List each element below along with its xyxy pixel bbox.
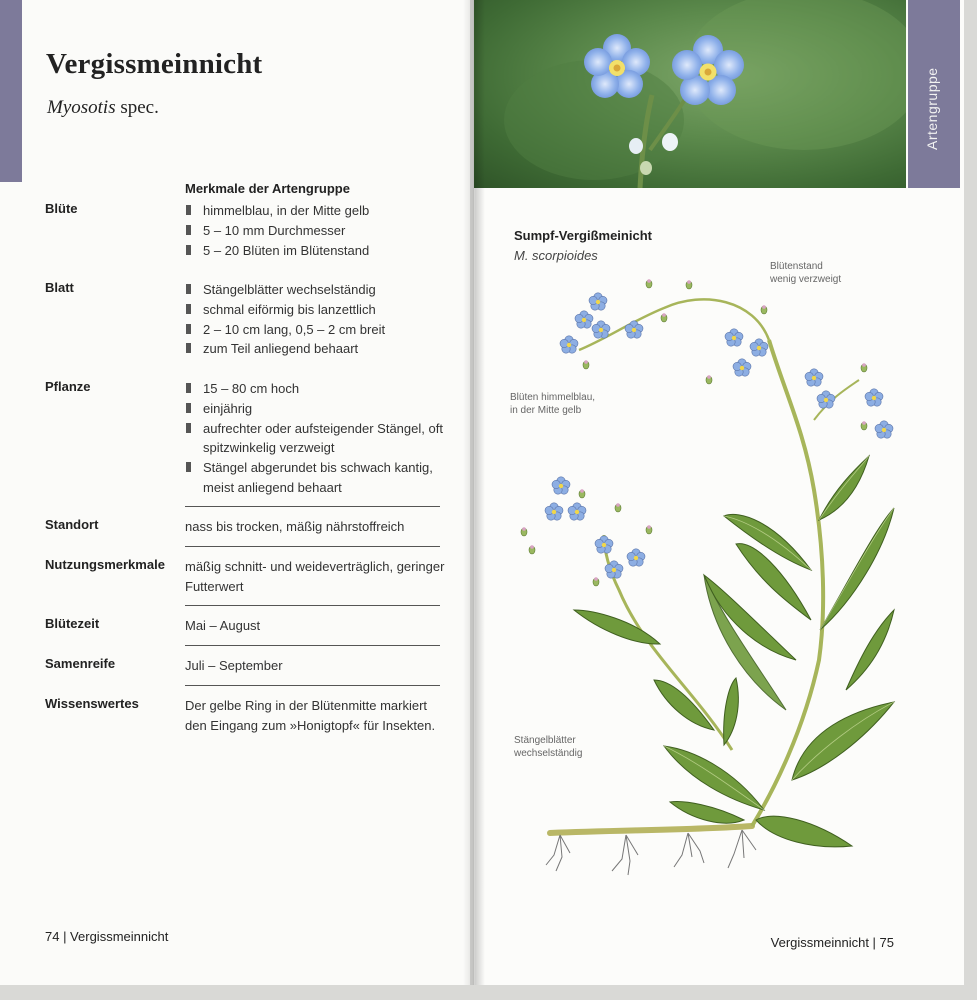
list-item: Stängelblätter wechselständig — [185, 280, 445, 300]
flower-photo — [474, 0, 906, 188]
group-heading: Merkmale der Artengruppe — [185, 181, 350, 196]
list-item: 2 – 10 cm lang, 0,5 – 2 cm breit — [185, 320, 445, 340]
row-label: Samenreife — [45, 656, 116, 671]
photo-art — [474, 0, 906, 188]
inflorescence-right — [805, 363, 893, 438]
row-value: nass bis trocken, mäßig nährstoffreich — [185, 519, 405, 534]
annotation-line: Blüten himmelblau, — [510, 392, 596, 403]
row-label: Standort — [45, 517, 99, 532]
annotation-line: wenig verzweigt — [770, 274, 842, 285]
annotation-line: in der Mitte gelb — [510, 405, 582, 416]
divider — [185, 605, 440, 606]
left-page — [0, 0, 470, 985]
row-label: Pflanze — [45, 379, 91, 394]
section-tab-right — [908, 0, 960, 188]
row-value: Mai – August — [185, 618, 261, 633]
divider — [185, 506, 440, 507]
divider — [185, 546, 440, 547]
illustration-subtitle: M. scorpioides — [514, 248, 598, 263]
list-item: himmelblau, in der Mitte gelb — [185, 201, 445, 221]
annotation-line: Blütenstand — [770, 261, 823, 272]
row-label: Blatt — [45, 280, 74, 295]
list-item: Stängel abgerundet bis schwach kantig, meist anliegend behaart — [185, 458, 445, 498]
list-item: 5 – 10 mm Durchmesser — [185, 221, 445, 241]
inflorescence-top — [560, 279, 768, 384]
page-number-right: Vergissmeinnicht | 75 — [770, 935, 894, 950]
book-gutter — [463, 0, 485, 985]
divider — [185, 685, 440, 686]
row-label: Wissenswertes — [45, 696, 139, 711]
list-item: 15 – 80 cm hoch — [185, 379, 445, 399]
section-tab-label: Artengruppe — [924, 67, 940, 150]
list-item: aufrechter oder aufsteigender Stängel, oft spitzwinkelig verzweigt — [185, 419, 445, 459]
scientific-name-suffix: spec. — [115, 97, 159, 118]
inflorescence-left — [521, 477, 652, 586]
row-value: mäßig schnitt- und weideverträglich, geringer Futterwert — [185, 559, 445, 594]
list-item: zum Teil anliegend behaart — [185, 339, 445, 359]
plant-illustration — [474, 190, 964, 920]
row-label: Blütezeit — [45, 616, 100, 631]
row-value — [185, 379, 445, 498]
right-page — [474, 0, 964, 985]
flower-1-icon — [584, 34, 650, 98]
row-value: Juli – September — [185, 658, 283, 673]
page-subtitle — [47, 97, 159, 119]
section-tab-left — [0, 0, 22, 182]
list-item: schmal eiförmig bis lanzettlich — [185, 300, 445, 320]
row-value — [185, 201, 445, 260]
page-number-left: 74 | Vergissmeinnicht — [45, 929, 169, 944]
divider — [185, 645, 440, 646]
scientific-name: Myosotis — [47, 97, 116, 118]
row-value: Der gelbe Ring in der Blütenmitte markiert den Eingang zum »Honigtopf« für Insekten. — [185, 698, 436, 733]
annotation-line: wechselständig — [514, 748, 583, 759]
list-item: 5 – 20 Blüten im Blütenstand — [185, 241, 445, 261]
row-value — [185, 280, 445, 359]
illustration-title: Sumpf-Vergißmeinicht — [514, 228, 652, 243]
row-label: Blüte — [45, 201, 78, 216]
list-item: einjährig — [185, 399, 445, 419]
annotation-line: Stängelblätter — [514, 735, 576, 746]
page-title: Vergissmeinnicht — [46, 48, 263, 80]
row-label: Nutzungsmerkmale — [45, 557, 165, 572]
